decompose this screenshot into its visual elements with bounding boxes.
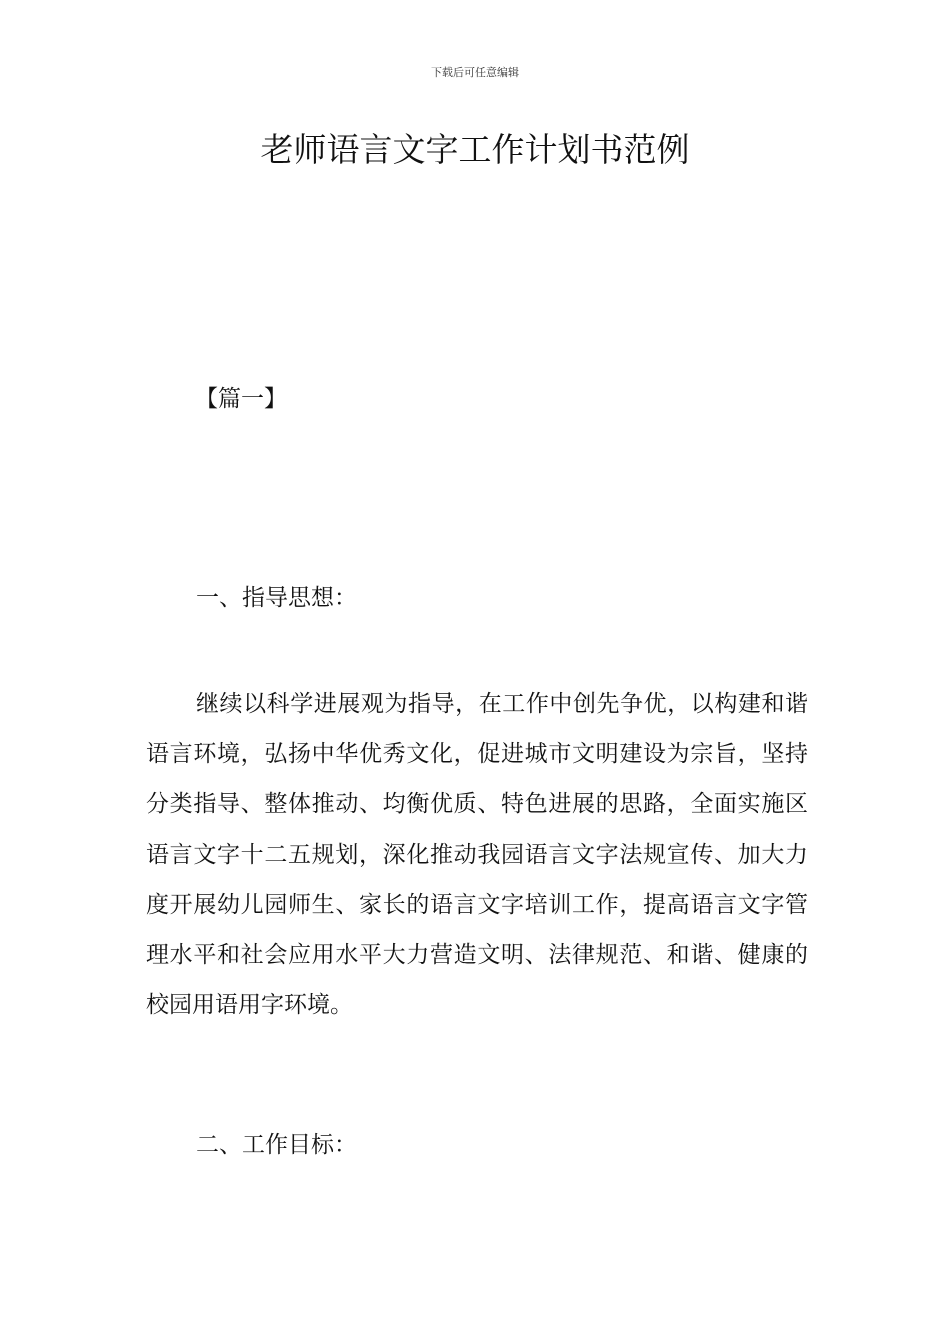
document-title: 老师语言文字工作计划书范例 bbox=[260, 130, 690, 169]
section-heading-guiding-ideology: 一、指导思想： bbox=[196, 585, 357, 611]
body-paragraph: 继续以科学进展观为指导，在工作中创先争优，以构建和谐语言环境，弘扬中华优秀文化，促进城市文明建设为宗旨，坚持分类指导、整体推动、均衡优质、特色进展的思路，全面实施区语言文字十二五规划，深化推动我园语言文字法规宣传、加大力度开展幼儿园师生、家长的语言文字培训工作，提高语言文字管理水平和社会应用水平大力营造文明、法律规范、和谐、健康的校园用语用字环境。 bbox=[146, 691, 808, 1019]
section-heading-work-goals: 二、工作目标： bbox=[196, 1132, 357, 1158]
header-note: 下载后可任意编辑 bbox=[431, 66, 519, 79]
section-label: 【篇一】 bbox=[195, 386, 287, 412]
